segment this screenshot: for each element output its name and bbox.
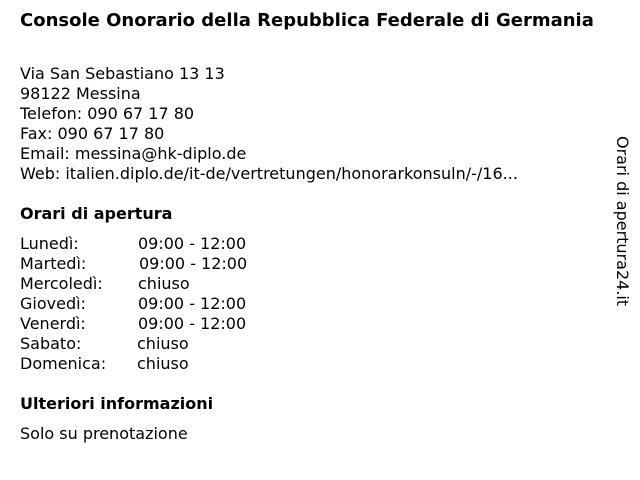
street-address: Via San Sebastiano 13 13 xyxy=(20,64,225,83)
day-label: Mercoledì: xyxy=(20,274,103,293)
email-line[interactable]: Email: messina@hk-diplo.de xyxy=(20,144,247,163)
contact-block xyxy=(20,64,610,184)
phone-line: Telefon: 090 67 17 80 xyxy=(20,104,195,123)
day-hours: 09:00 - 12:00 xyxy=(138,234,247,253)
hours-row-sunday xyxy=(20,354,189,374)
hours-row-tuesday xyxy=(20,254,248,274)
web-line[interactable]: Web: italien.diplo.de/it-de/vertretungen/honorarkonsuln/-/16... xyxy=(20,164,518,183)
hours-table xyxy=(20,234,248,374)
day-label: Giovedì: xyxy=(20,294,86,313)
hours-row-friday xyxy=(20,314,247,334)
hours-row-saturday xyxy=(20,334,189,354)
city-line: 98122 Messina xyxy=(20,84,141,103)
hours-title: Orari di apertura xyxy=(20,204,173,223)
day-hours: 09:00 - 12:00 xyxy=(139,254,248,273)
hours-row-monday xyxy=(20,234,247,254)
hours-row-thursday xyxy=(20,294,247,314)
day-hours: chiuso xyxy=(137,354,189,373)
day-label: Sabato: xyxy=(20,334,82,353)
day-hours: chiuso xyxy=(138,274,190,293)
fax-line: Fax: 090 67 17 80 xyxy=(20,124,165,143)
site-watermark: Orari di apertura24.it xyxy=(613,136,632,307)
day-label: Martedì: xyxy=(20,254,87,273)
day-label: Domenica: xyxy=(20,354,107,373)
day-hours: chiuso xyxy=(137,334,189,353)
day-hours: 09:00 - 12:00 xyxy=(138,314,247,333)
hours-row-wednesday xyxy=(20,274,190,294)
day-hours: 09:00 - 12:00 xyxy=(138,294,247,313)
page-title: Console Onorario della Repubblica Federale di Germania xyxy=(20,10,594,31)
info-title: Ulteriori informazioni xyxy=(20,394,214,413)
day-label: Venerdì: xyxy=(20,314,86,333)
info-text: Solo su prenotazione xyxy=(20,424,188,443)
day-label: Lunedì: xyxy=(20,234,79,253)
